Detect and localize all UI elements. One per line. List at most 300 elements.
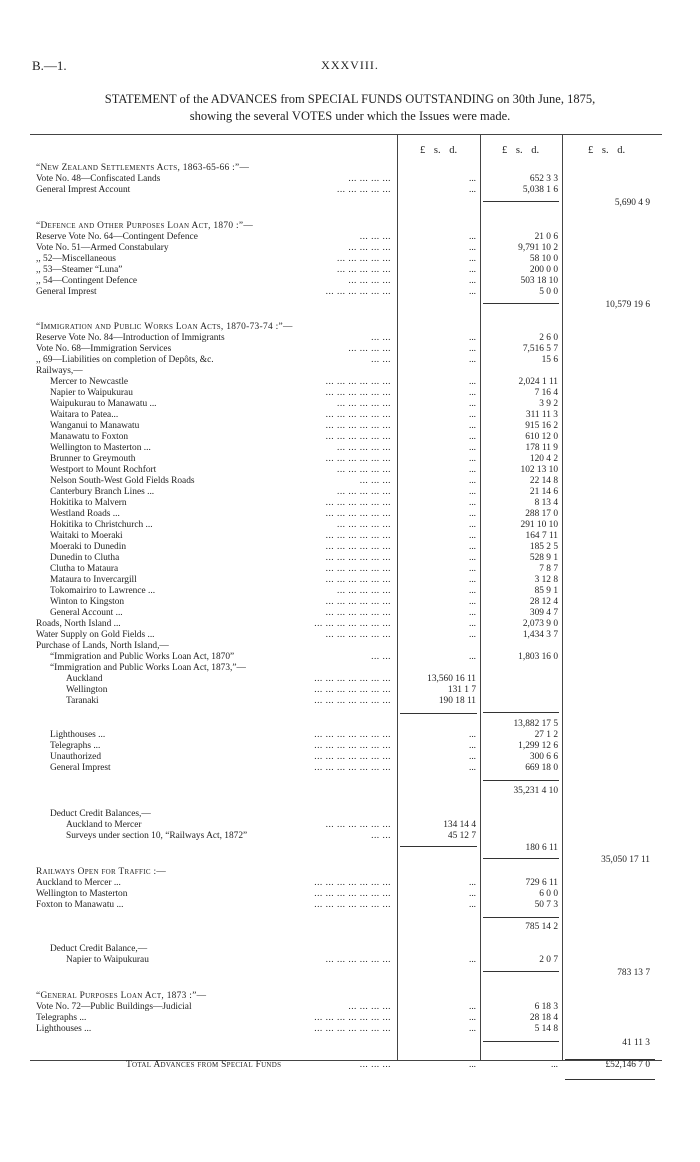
table-row — [36, 855, 666, 866]
leader-dots: ... ... ... ... ... — [336, 254, 391, 264]
row-label: Reserve Vote No. 64—Contingent Defence — [36, 232, 198, 242]
table-row — [36, 276, 666, 287]
leader-dots: ... ... ... ... ... ... ... — [314, 730, 391, 740]
amount-c1: ... — [468, 355, 476, 365]
row-label: Manawatu to Foxton — [50, 432, 129, 442]
amount-c1: ... — [468, 185, 476, 195]
row-label: Surveys under section 10, “Railways Act, 1872” — [66, 831, 248, 841]
amount-c1: ... — [468, 498, 476, 508]
amount-c1: ... — [468, 443, 476, 453]
table-row — [36, 719, 666, 730]
row-label: Purchase of Lands, North Island,— — [36, 641, 169, 651]
leader-dots: ... ... ... ... ... ... — [325, 608, 391, 618]
amount-c1: ... — [468, 955, 476, 965]
leader-dots: ... ... ... ... ... ... ... — [314, 619, 391, 629]
amount-c3: 5,690 4 9 — [614, 198, 650, 208]
leader-dots: ... ... ... ... ... — [336, 520, 391, 530]
amount-c2: 300 6 6 — [529, 752, 558, 762]
leader-dots: ... ... ... ... ... ... ... — [314, 900, 391, 910]
leader-dots: ... ... ... ... ... ... ... — [314, 1024, 391, 1034]
leader-dots: ... ... — [371, 333, 391, 343]
row-label: General Imprest — [50, 763, 111, 773]
leader-dots: ... ... ... ... ... ... — [325, 630, 391, 640]
row-label: Mataura to Invercargill — [50, 575, 137, 585]
amount-c1: ... — [468, 1024, 476, 1034]
column-header-3: £ s. d. — [588, 145, 626, 156]
leader-dots: ... ... ... ... ... ... — [325, 575, 391, 585]
table-row — [36, 575, 666, 586]
amount-c2: 85 9 1 — [534, 586, 558, 596]
amount-c2: 288 17 0 — [525, 509, 558, 519]
subtotal-rule — [483, 917, 559, 918]
table-row — [36, 399, 666, 410]
leader-dots: ... ... ... ... ... ... ... — [314, 1013, 391, 1023]
row-label: Moeraki to Dunedin — [50, 542, 127, 552]
amount-c2: 8 13 4 — [534, 498, 558, 508]
amount-c2: 164 7 11 — [525, 531, 558, 541]
subtotal-rule — [400, 713, 477, 714]
amount-c1: 131 1 7 — [447, 685, 476, 695]
row-label: General Account ... — [50, 608, 123, 618]
amount-c1: ... — [468, 652, 476, 662]
row-label: Auckland to Mercer ... — [36, 878, 121, 888]
row-label: Wellington — [66, 685, 108, 695]
row-label: Railways Open for Traffic :— — [36, 867, 167, 877]
amount-c1: ... — [468, 542, 476, 552]
amount-c2: 50 7 3 — [534, 900, 558, 910]
amount-c1: ... — [468, 421, 476, 431]
amount-c2: 2,073 9 0 — [522, 619, 558, 629]
row-label: Wanganui to Manawatu — [50, 421, 140, 431]
row-label: “Defence and Other Purposes Loan Act, 1870 :”— — [36, 221, 254, 231]
amount-c2: 669 18 0 — [525, 763, 558, 773]
row-label: Wellington to Masterton — [36, 889, 128, 899]
leader-dots: ... ... ... ... ... ... ... — [314, 685, 391, 695]
amount-c1: ... — [468, 531, 476, 541]
table-row — [36, 344, 666, 355]
table-row — [36, 265, 666, 276]
table-row — [36, 867, 666, 878]
leader-dots: ... ... ... ... ... ... ... — [314, 889, 391, 899]
amount-c3: 35,050 17 11 — [601, 855, 650, 865]
table-row — [36, 322, 666, 333]
amount-c2: 120 4 2 — [529, 454, 558, 464]
amount-c3: 41 11 3 — [622, 1038, 650, 1048]
leader-dots: ... ... ... — [359, 476, 391, 486]
amount-c2: 610 12 0 — [525, 432, 558, 442]
row-label: Napier to Waipukurau — [50, 388, 133, 398]
table-row — [36, 366, 666, 377]
amount-c1: ... — [468, 575, 476, 585]
row-label: Deduct Credit Balances,— — [50, 809, 151, 819]
row-label: Wellington to Masterton ... — [50, 443, 151, 453]
table-row — [36, 597, 666, 608]
leader-dots: ... ... ... ... ... ... — [325, 421, 391, 431]
table-row — [36, 198, 666, 209]
table-row — [36, 685, 666, 696]
table-row — [36, 1038, 666, 1049]
leader-dots: ... ... ... ... ... ... ... — [314, 763, 391, 773]
leader-dots: ... ... ... ... ... ... — [325, 377, 391, 387]
row-label: Vote No. 48—Confiscated Lands — [36, 174, 161, 184]
table-row — [36, 174, 666, 185]
table-row — [36, 443, 666, 454]
table-row — [36, 498, 666, 509]
amount-c1: ... — [468, 900, 476, 910]
amount-c2: 7 8 7 — [539, 564, 558, 574]
amount-c2: 5,038 1 6 — [522, 185, 558, 195]
row-label: Napier to Waipukurau — [66, 955, 149, 965]
page-reference: B.—1. — [32, 58, 67, 73]
table-row — [36, 922, 666, 933]
table-row — [36, 232, 666, 243]
leader-dots: ... ... ... ... ... ... — [325, 597, 391, 607]
table-row — [36, 630, 666, 641]
table-row — [36, 185, 666, 196]
row-label: Canterbury Branch Lines ... — [50, 487, 155, 497]
amount-c1: ... — [468, 741, 476, 751]
amount-c2: ... — [550, 1060, 558, 1070]
amount-c1: ... — [468, 487, 476, 497]
amount-c2: 35,231 4 10 — [513, 786, 558, 796]
table-row — [36, 786, 666, 797]
row-label: “New Zealand Settlements Acts, 1863-65-66 :”— — [36, 163, 250, 173]
row-label: Telegraphs ... — [50, 741, 101, 751]
amount-c1: ... — [468, 730, 476, 740]
row-label: Auckland — [66, 674, 103, 684]
amount-c2: 503 18 10 — [520, 276, 558, 286]
row-label: Nelson South-West Gold Fields Roads — [50, 476, 195, 486]
amount-c1: ... — [468, 254, 476, 264]
amount-c2: 28 18 4 — [529, 1013, 558, 1023]
table-row — [36, 421, 666, 432]
leader-dots: ... ... ... ... ... ... — [325, 432, 391, 442]
amount-c1: ... — [468, 889, 476, 899]
row-label: Roads, North Island ... — [36, 619, 121, 629]
table-row — [36, 254, 666, 265]
table-row — [36, 889, 666, 900]
leader-dots: ... ... ... ... ... ... ... — [314, 752, 391, 762]
amount-c2: 7 16 4 — [534, 388, 558, 398]
amount-c2: 729 6 11 — [525, 878, 558, 888]
amount-c2: 3 9 2 — [539, 399, 558, 409]
amount-c1: 134 14 4 — [443, 820, 476, 830]
amount-c1: ... — [468, 597, 476, 607]
amount-c2: 7,516 5 7 — [522, 344, 558, 354]
table-row — [36, 163, 666, 174]
amount-c1: ... — [468, 265, 476, 275]
leader-dots: ... ... ... ... ... ... — [325, 454, 391, 464]
table-row — [36, 531, 666, 542]
amount-c2: 185 2 5 — [529, 542, 558, 552]
amount-c2: 22 14 8 — [529, 476, 558, 486]
leader-dots: ... ... ... ... ... ... ... — [314, 696, 391, 706]
row-label: Lighthouses ... — [36, 1024, 92, 1034]
amount-c1: ... — [468, 287, 476, 297]
row-label: ,, 54—Contingent Defence — [36, 276, 138, 286]
row-label: Brunner to Greymouth — [50, 454, 136, 464]
table-row — [36, 1002, 666, 1013]
table-row — [36, 243, 666, 254]
table-row — [36, 553, 666, 564]
leader-dots: ... ... ... ... ... ... — [325, 553, 391, 563]
leader-dots: ... ... ... ... ... ... — [325, 498, 391, 508]
table-row — [36, 663, 666, 674]
table-row — [36, 741, 666, 752]
amount-c1: ... — [468, 465, 476, 475]
table-row — [36, 586, 666, 597]
amount-c2: 291 10 10 — [520, 520, 558, 530]
amount-c2: 200 0 0 — [529, 265, 558, 275]
amount-c1: ... — [468, 333, 476, 343]
table-row — [36, 476, 666, 487]
total-rule — [565, 1079, 655, 1080]
leader-dots: ... ... ... ... ... — [336, 185, 391, 195]
table-row — [36, 696, 666, 707]
table-row — [36, 520, 666, 531]
table-row — [36, 955, 666, 966]
row-label: “Immigration and Public Works Loan Act, 1873,”— — [50, 663, 246, 673]
amount-c2: 1,299 12 6 — [518, 741, 558, 751]
amount-c1: ... — [468, 752, 476, 762]
amount-c2: 2 6 0 — [539, 333, 558, 343]
table-row — [36, 300, 666, 311]
leader-dots: ... ... ... ... ... — [336, 465, 391, 475]
table-row — [36, 944, 666, 955]
table-row — [36, 542, 666, 553]
amount-c1: ... — [468, 608, 476, 618]
row-label: Telegraphs ... — [36, 1013, 87, 1023]
leader-dots: ... ... ... ... — [348, 174, 391, 184]
row-label: Foxton to Manawatu ... — [36, 900, 124, 910]
amount-c1: ... — [468, 1013, 476, 1023]
leader-dots: ... ... ... ... ... — [336, 399, 391, 409]
row-label: General Imprest Account — [36, 185, 131, 195]
amount-c2: 9,791 10 2 — [518, 243, 558, 253]
row-label: Taranaki — [66, 696, 99, 706]
amount-c2: 2,024 1 11 — [518, 377, 558, 387]
amount-c1: ... — [468, 276, 476, 286]
amount-c2: 785 14 2 — [525, 922, 558, 932]
leader-dots: ... ... ... ... ... ... — [325, 542, 391, 552]
row-label: Westland Roads ... — [50, 509, 120, 519]
leader-dots: ... ... — [371, 831, 391, 841]
amount-c2: 21 0 6 — [534, 232, 558, 242]
row-label: Hokitika to Malvern — [50, 498, 127, 508]
amount-c2: 2 0 7 — [539, 955, 558, 965]
amount-c1: ... — [468, 553, 476, 563]
leader-dots: ... ... — [371, 652, 391, 662]
leader-dots: ... ... ... ... ... ... ... — [314, 741, 391, 751]
amount-c2: 1,434 3 7 — [522, 630, 558, 640]
row-label: Water Supply on Gold Fields ... — [36, 630, 155, 640]
amount-c2: 15 6 — [541, 355, 558, 365]
table-row — [36, 831, 666, 842]
subtotal-rule — [483, 780, 559, 781]
amount-c2: 6 0 0 — [539, 889, 558, 899]
row-label: Vote No. 68—Immigration Services — [36, 344, 172, 354]
table-row — [36, 377, 666, 388]
amount-c2: 6 18 3 — [534, 1002, 558, 1012]
amount-c3: 783 13 7 — [617, 968, 650, 978]
row-label: Waitaki to Moeraki — [50, 531, 123, 541]
amount-c3: £52,146 7 0 — [605, 1060, 650, 1070]
row-label: Lighthouses ... — [50, 730, 106, 740]
amount-c2: 3 12 8 — [534, 575, 558, 585]
amount-c2: 1,803 16 0 — [518, 652, 558, 662]
row-label: “Immigration and Public Works Loan Act, 1870” — [50, 652, 235, 662]
leader-dots: ... ... ... — [359, 232, 391, 242]
leader-dots: ... ... ... ... ... ... — [325, 955, 391, 965]
row-label: ,, 53—Steamer “Luna” — [36, 265, 123, 275]
table-row — [36, 991, 666, 1002]
row-label: ,, 69—Liabilities on completion of Depôts, &c. — [36, 355, 214, 365]
leader-dots: ... ... ... ... ... ... — [325, 287, 391, 297]
amount-c1: ... — [468, 586, 476, 596]
leader-dots: ... ... ... ... ... — [336, 443, 391, 453]
table-row — [36, 752, 666, 763]
table-row — [36, 1013, 666, 1024]
row-label: Tokomairiro to Lawrence ... — [50, 586, 156, 596]
amount-c2: 5 0 0 — [539, 287, 558, 297]
table-row — [36, 221, 666, 232]
amount-c1: ... — [468, 399, 476, 409]
row-label: “General Purposes Loan Act, 1873 :”— — [36, 991, 207, 1001]
table-row — [36, 287, 666, 298]
amount-c2: 5 14 8 — [534, 1024, 558, 1034]
statement-subtitle: showing the several VOTES under which the Issues were made. — [189, 109, 511, 123]
amount-c2: 13,882 17 5 — [513, 719, 558, 729]
amount-c1: ... — [468, 454, 476, 464]
row-label: Vote No. 51—Armed Constabulary — [36, 243, 169, 253]
leader-dots: ... ... ... ... ... ... ... — [314, 878, 391, 888]
table-row — [36, 674, 666, 685]
page-number: XXXVIII. — [321, 58, 379, 72]
row-label: Total Advances from Special Funds — [126, 1060, 282, 1070]
subtotal-rule — [483, 712, 559, 713]
amount-c1: ... — [468, 377, 476, 387]
amount-c1: ... — [468, 344, 476, 354]
leader-dots: ... ... ... ... ... ... — [325, 564, 391, 574]
leader-dots: ... ... ... ... ... — [336, 487, 391, 497]
amount-c2: 915 16 2 — [525, 421, 558, 431]
amount-c1: ... — [468, 564, 476, 574]
amount-c2: 311 11 3 — [525, 410, 558, 420]
row-label: Reserve Vote No. 84—Introduction of Immigrants — [36, 333, 225, 343]
table-row — [36, 608, 666, 619]
leader-dots: ... ... ... ... — [348, 276, 391, 286]
row-label: Unauthorized — [50, 752, 102, 762]
statement-title: STATEMENT of the ADVANCES from SPECIAL FUNDS OUTSTANDING on 30th June, 1875, — [104, 92, 596, 106]
table-row — [36, 487, 666, 498]
row-label: ,, 52—Miscellaneous — [36, 254, 116, 264]
row-label: General Imprest — [36, 287, 97, 297]
amount-c1: ... — [468, 1002, 476, 1012]
table-row — [36, 843, 666, 854]
amount-c2: 28 12 4 — [529, 597, 558, 607]
row-label: Clutha to Mataura — [50, 564, 119, 574]
amount-c3: 10,579 19 6 — [605, 300, 650, 310]
table-row — [36, 410, 666, 421]
leader-dots: ... ... ... ... — [348, 1002, 391, 1012]
amount-c2: 58 10 0 — [529, 254, 558, 264]
leader-dots: ... ... ... ... ... ... — [325, 410, 391, 420]
amount-c2: 528 9 1 — [529, 553, 558, 563]
row-label: Mercer to Newcastle — [50, 377, 129, 387]
amount-c1: ... — [468, 630, 476, 640]
table-row — [36, 900, 666, 911]
leader-dots: ... ... ... ... ... ... — [325, 388, 391, 398]
amount-c1: ... — [468, 509, 476, 519]
table-row — [36, 454, 666, 465]
row-label: Vote No. 72—Public Buildings—Judicial — [36, 1002, 192, 1012]
amount-c2: 309 4 7 — [529, 608, 558, 618]
row-label: Auckland to Mercer — [66, 820, 142, 830]
table-row — [36, 1060, 666, 1071]
amount-c2: 27 1 2 — [534, 730, 558, 740]
amount-c1: ... — [468, 1060, 476, 1070]
row-label: “Immigration and Public Works Loan Acts, 1870-73-74 :”— — [36, 322, 293, 332]
leader-dots: ... ... ... — [359, 1060, 391, 1070]
amount-c2: 178 11 9 — [525, 443, 558, 453]
amount-c1: ... — [468, 432, 476, 442]
column-header-2: £ s. d. — [502, 145, 540, 156]
amount-c2: 652 3 3 — [529, 174, 558, 184]
table-row — [36, 465, 666, 476]
amount-c1: 45 12 7 — [447, 831, 476, 841]
amount-c1: 190 18 11 — [438, 696, 476, 706]
leader-dots: ... ... — [371, 355, 391, 365]
amount-c2: 180 6 11 — [525, 843, 558, 853]
row-label: Westport to Mount Rochfort — [50, 465, 157, 475]
table-row — [36, 564, 666, 575]
amount-c1: 13,560 16 11 — [427, 674, 476, 684]
amount-c1: ... — [468, 174, 476, 184]
leader-dots: ... ... ... ... — [348, 344, 391, 354]
table-row — [36, 1024, 666, 1035]
leader-dots: ... ... ... ... ... — [336, 586, 391, 596]
leader-dots: ... ... ... ... ... ... — [325, 820, 391, 830]
amount-c1: ... — [468, 243, 476, 253]
amount-c2: 21 14 6 — [529, 487, 558, 497]
leader-dots: ... ... ... ... ... — [336, 265, 391, 275]
amount-c1: ... — [468, 476, 476, 486]
row-label: Waipukurau to Manawatu ... — [50, 399, 157, 409]
amount-c1: ... — [468, 410, 476, 420]
table-row — [36, 968, 666, 979]
table-row — [36, 333, 666, 344]
amount-c1: ... — [468, 763, 476, 773]
table-row — [36, 878, 666, 889]
table-row — [36, 652, 666, 663]
amount-c1: ... — [468, 232, 476, 242]
row-label: Winton to Kingston — [50, 597, 125, 607]
leader-dots: ... ... ... ... ... ... — [325, 509, 391, 519]
column-header-1: £ s. d. — [420, 145, 458, 156]
row-label: Dunedin to Clutha — [50, 553, 120, 563]
leader-dots: ... ... ... ... ... ... — [325, 531, 391, 541]
table-row — [36, 809, 666, 820]
leader-dots: ... ... ... ... — [348, 243, 391, 253]
table-row — [36, 763, 666, 774]
table-row — [36, 355, 666, 366]
row-label: Hokitika to Christchurch ... — [50, 520, 153, 530]
amount-c1: ... — [468, 388, 476, 398]
row-label: Deduct Credit Balance,— — [50, 944, 148, 954]
table-row — [36, 619, 666, 630]
table-row — [36, 820, 666, 831]
amount-c2: 102 13 10 — [520, 465, 558, 475]
